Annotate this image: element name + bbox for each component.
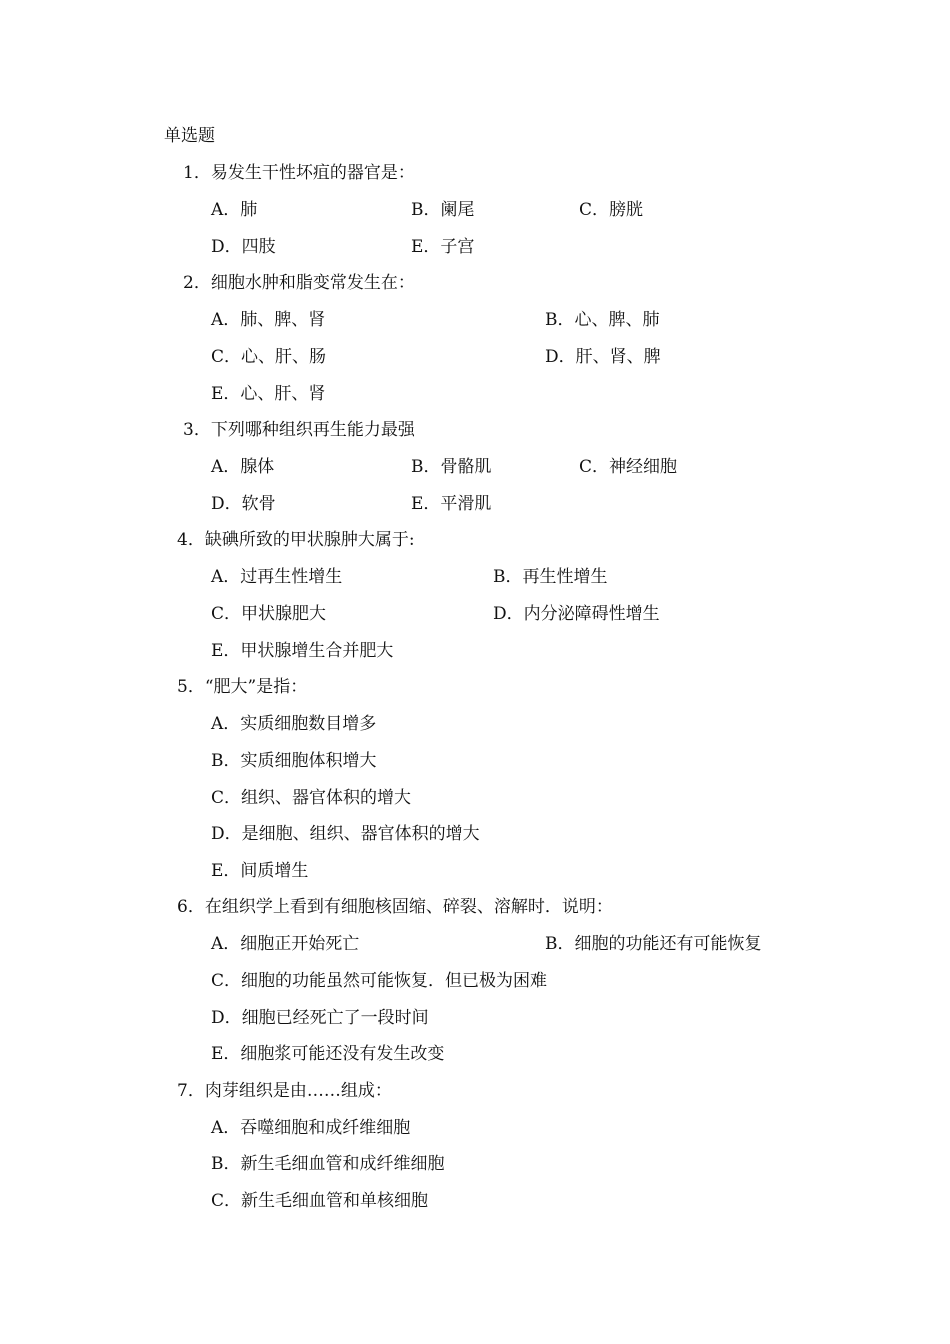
question-5-stem: 5．“肥大”是指： [177, 677, 308, 697]
question-1-option-a: A．肺 [211, 200, 258, 220]
question-5-option-d: D．是细胞、组织、器官体积的增大 [211, 824, 480, 844]
question-2-option-a: A．肺、脾、肾 [211, 310, 326, 330]
question-1-option-c: C．膀胱 [579, 200, 644, 220]
question-5-option-e: E．间质增生 [211, 861, 309, 881]
question-3-option-e: E．平滑肌 [411, 494, 492, 514]
question-2-stem: 2．细胞水肿和脂变常发生在： [183, 273, 415, 293]
question-3-option-d: D．软骨 [211, 494, 276, 514]
question-5-option-c: C．组织、器官体积的增大 [211, 788, 412, 808]
question-2-option-e: E．心、肝、肾 [211, 384, 326, 404]
question-4-option-c: C．甲状腺肥大 [211, 604, 327, 624]
question-2-option-c: C．心、肝、肠 [211, 347, 327, 367]
question-6-option-c: C．细胞的功能虽然可能恢复．但已极为困难 [211, 971, 548, 991]
question-2-option-d: D．肝、肾、脾 [545, 347, 661, 367]
question-7-option-b: B．新生毛细血管和成纤维细胞 [211, 1154, 445, 1174]
question-4-option-a: A．过再生性增生 [211, 567, 343, 587]
question-1-option-d: D．四肢 [211, 237, 276, 257]
question-1-option-b: B．阑尾 [411, 200, 475, 220]
question-2-option-b: B．心、脾、肺 [545, 310, 660, 330]
question-3-stem: 3．下列哪种组织再生能力最强 [183, 420, 415, 440]
question-3-option-c: C．神经细胞 [579, 457, 678, 477]
question-5-option-b: B．实质细胞体积增大 [211, 751, 377, 771]
question-4-option-d: D．内分泌障碍性增生 [493, 604, 660, 624]
question-6-option-d: D．细胞已经死亡了一段时间 [211, 1008, 429, 1028]
question-7-stem: 7．肉芽组织是由……组成： [177, 1081, 392, 1101]
question-4-stem: 4．缺碘所致的甲状腺肿大属于: [177, 530, 415, 550]
question-4-option-e: E．甲状腺增生合并肥大 [211, 641, 394, 661]
question-6-option-b: B．细胞的功能还有可能恢复 [545, 934, 762, 954]
question-6-stem: 6．在组织学上看到有细胞核固缩、碎裂、溶解时．说明： [177, 897, 613, 917]
question-1-stem: 1．易发生干性坏疽的器官是： [183, 163, 415, 183]
question-1-option-e: E．子宫 [411, 237, 475, 257]
question-3-option-b: B．骨骼肌 [411, 457, 492, 477]
section-title: 单选题 [164, 126, 215, 146]
question-7-option-a: A．吞噬细胞和成纤维细胞 [211, 1118, 411, 1138]
question-3-option-a: A．腺体 [211, 457, 275, 477]
question-5-option-a: A．实质细胞数目增多 [211, 714, 377, 734]
question-7-option-c: C．新生毛细血管和单核细胞 [211, 1191, 429, 1211]
question-6-option-e: E．细胞浆可能还没有发生改变 [211, 1044, 445, 1064]
question-6-option-a: A．细胞正开始死亡 [211, 934, 360, 954]
question-4-option-b: B．再生性增生 [493, 567, 608, 587]
